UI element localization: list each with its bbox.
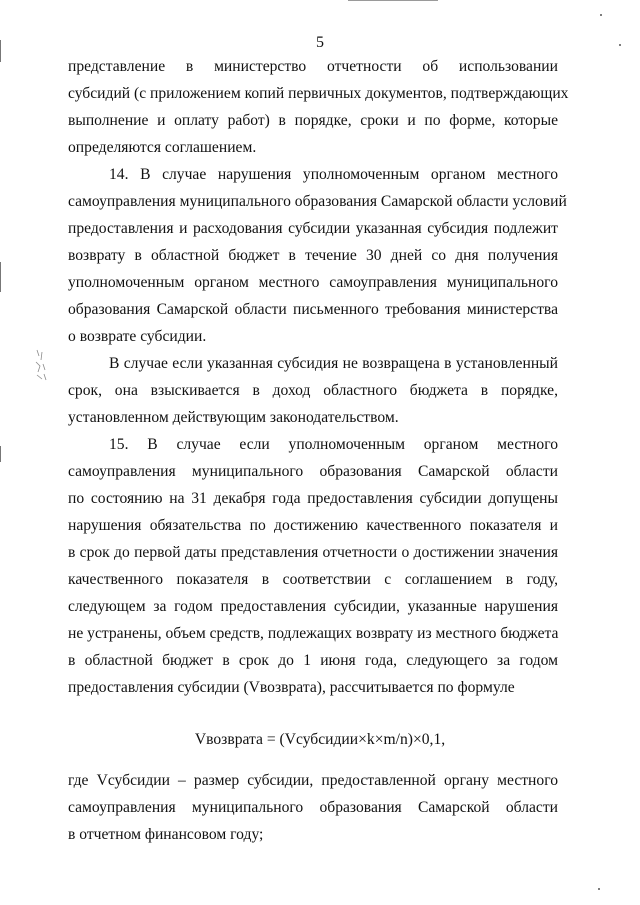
text-line: о возврате субсидии. [68, 328, 207, 345]
text-line: в срок до первой даты представления отчетности о достижении значения [68, 544, 558, 561]
scan-edge-mark [0, 262, 1, 292]
text-line: срок, она взыскивается в доход областного бюджета в порядке, [68, 382, 558, 399]
page-number: 5 [316, 34, 324, 51]
text-line: представление в министерство отчетности об использовании [68, 58, 558, 75]
scan-speck [600, 14, 602, 16]
formula: Vвозврата = (Vсубсидии×k×m/n)×0,1, [194, 731, 446, 748]
text-line: возврату в областной бюджет в течение 30 дней со дня получения [68, 247, 558, 264]
text-line: качественного показателя в соответствии с соглашением в году, [68, 571, 558, 588]
text-line: субсидий (с приложением копий первичных документов, подтверждающих [68, 85, 569, 102]
text-line: нарушения обязательства по достижению качественного показателя и [68, 517, 558, 534]
paragraph-15-first-line: 15. В случае если уполномоченным органом местного [109, 436, 558, 453]
text-line: образования Самарской области письменного требования министерства [68, 301, 558, 318]
text-line: в отчетном финансовом году; [68, 826, 264, 843]
text-line: не устранены, объем средств, подлежащих возврату из местного бюджета [68, 625, 559, 642]
text-line: по состоянию на 31 декабря года предоставления субсидии допущены [68, 490, 558, 507]
text-line: в областной бюджет в срок до 1 июня года, следующего за годом [68, 652, 558, 669]
text-line: установленном действующим законодательством. [68, 409, 399, 426]
text-line: уполномоченным органом местного самоуправления муниципального [68, 274, 558, 291]
text-line: предоставления субсидии (Vвозврата), рассчитывается по формуле [68, 679, 515, 696]
text-line: самоуправления муниципального образования Самарской области [68, 463, 558, 480]
text-line: выполнение и оплату работ) в порядке, сроки и по форме, которые [68, 112, 558, 129]
text-line: определяются соглашением. [68, 139, 257, 156]
paragraph-14-first-line: 14. В случае нарушения уполномоченным органом местного [109, 166, 558, 183]
scan-edge-line [348, 0, 438, 1]
text-line: самоуправления муниципального образования Самарской области [68, 799, 558, 816]
text-line: предоставления и расходования субсидии указанная субсидия подлежит [68, 220, 558, 237]
paragraph-first-line: В случае если указанная субсидия не возвращена в установленный [109, 355, 558, 372]
text-line: где Vсубсидии – размер субсидии, предоставленной органу местного [68, 772, 558, 789]
text-line: следующем за годом предоставления субсидии, указанные нарушения [68, 598, 558, 615]
scan-speck [598, 888, 600, 890]
scan-edge-mark [0, 446, 1, 462]
text-line: самоуправления муниципального образования Самарской области условий [68, 193, 567, 210]
margin-pencil-mark [34, 348, 48, 382]
